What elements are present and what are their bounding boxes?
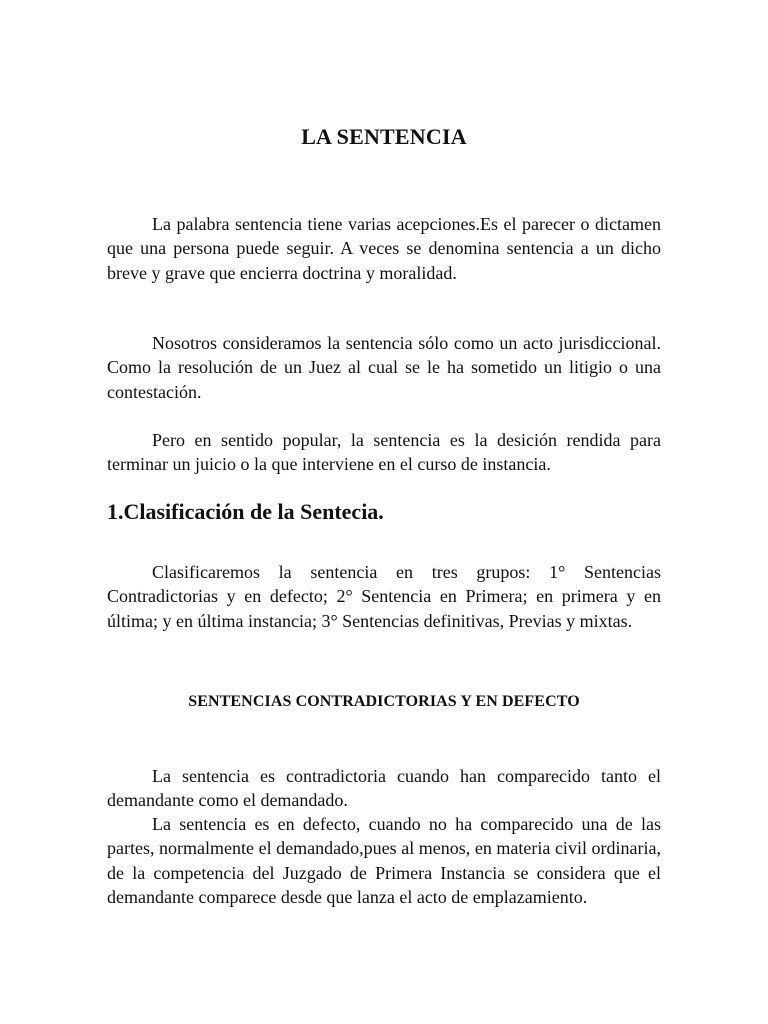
section-paragraph: Clasificaremos la sentencia en tres grupos: 1° Sentencias Contradictorias y en defecto; 2° Sentencia en Primera; en primera y en última; y en última instancia; 3° Sentencias definitivas, Previas y mixtas.	[107, 562, 661, 631]
intro-paragraph-2: Nosotros consideramos la sentencia sólo como un acto jurisdiccional. Como la resolución de un Juez al cual se le ha sometido un litigio o una contestación.	[107, 333, 661, 402]
intro-paragraph-1: La palabra sentencia tiene varias acepciones.Es el parecer o dictamen que una persona puede seguir. A veces se denomina sentencia a un dicho breve y grave que encierra doctrina y moralidad.	[107, 214, 661, 283]
intro-paragraph-3: Pero en sentido popular, la sentencia es la desición rendida para terminar un juicio o la que interviene en el curso de instancia.	[107, 430, 661, 475]
subsection-paragraph-2: La sentencia es en defecto, cuando no ha comparecido una de las partes, normalmente el demandado,pues al menos, en materia civil ordinaria, de la competencia del Juzgado de Primera Instancia se considera que el demandante comparece desde que lanza el acto de emplazamiento.	[107, 814, 661, 908]
subsection-paragraph-1: La sentencia es contradictoria cuando han comparecido tanto el demandante como el demandado.	[107, 766, 661, 811]
document-title: LA SENTENCIA	[301, 124, 467, 149]
section-heading: 1.Clasificación de la Sentecia.	[107, 499, 384, 524]
subsection-heading: SENTENCIAS CONTRADICTORIAS Y EN DEFECTO	[188, 693, 580, 710]
